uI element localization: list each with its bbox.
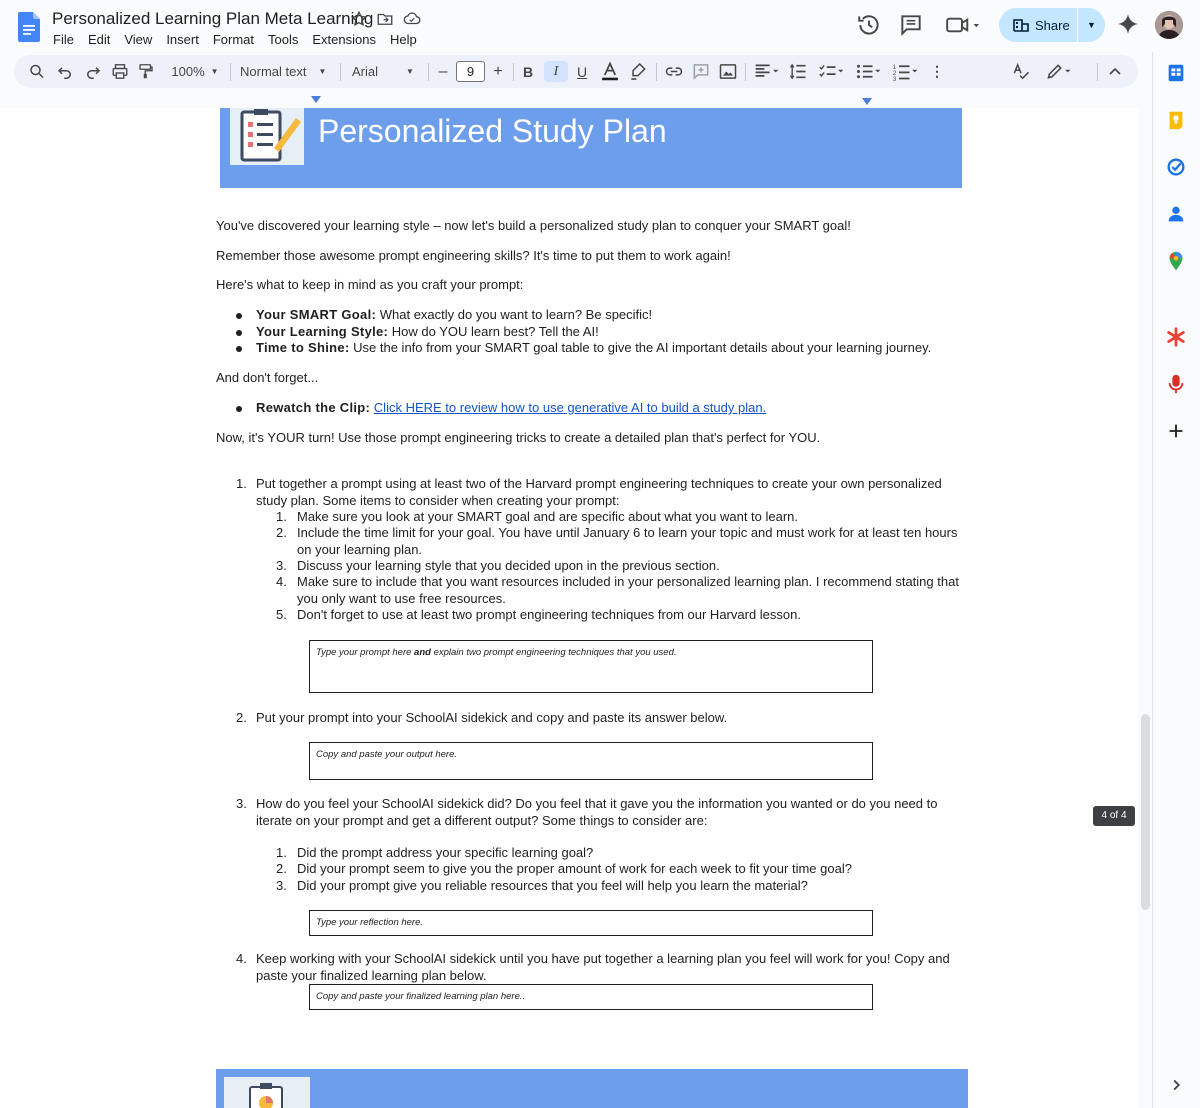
svg-text:3: 3 — [892, 76, 897, 82]
italic-icon[interactable]: I — [544, 61, 568, 82]
menu-format[interactable]: Format — [212, 32, 254, 47]
intro-paragraph-2: Remember those awesome prompt engineering skills? It's time to put them to work again! — [216, 248, 731, 263]
checklist-icon[interactable] — [817, 61, 847, 82]
redo-icon[interactable] — [84, 61, 102, 82]
undo-icon[interactable] — [56, 61, 74, 82]
toolbar-divider — [745, 63, 746, 81]
show-side-panel-chevron-icon[interactable] — [1165, 1074, 1187, 1096]
next-section-illustration — [224, 1077, 310, 1108]
menu-view[interactable]: View — [124, 32, 153, 47]
sub-step-number: 3. — [276, 558, 287, 573]
tasks-icon[interactable] — [1165, 156, 1187, 178]
sub-step-text: Discuss your learning style that you decided upon in the previous section. — [297, 558, 720, 573]
docs-logo-icon[interactable] — [18, 12, 40, 42]
list-item: Time to Shine: Use the info from your SMART goal table to give the AI important details about your learning journey. — [256, 340, 932, 355]
step-number: 3. — [236, 796, 247, 811]
version-history-icon[interactable] — [856, 12, 882, 38]
sub-step-number: 5. — [276, 607, 287, 622]
scrollbar-track[interactable] — [1139, 108, 1152, 1108]
line-spacing-icon[interactable] — [788, 61, 808, 82]
menu-edit[interactable]: Edit — [87, 32, 111, 47]
bullet-dot — [236, 346, 242, 352]
sub-step-text: Did the prompt address your specific learning goal? — [297, 845, 594, 860]
formatting-toolbar — [14, 55, 1138, 88]
numbered-list-icon[interactable] — [891, 61, 921, 82]
toolbar-divider — [1097, 63, 1098, 81]
cloud-saved-icon[interactable] — [403, 10, 421, 28]
intro-paragraph-3: Here's what to keep in mind as you craft your prompt: — [216, 277, 524, 292]
addon-microphone-icon[interactable] — [1165, 373, 1187, 395]
insert-image-icon[interactable] — [718, 61, 738, 82]
toolbar-divider — [428, 63, 429, 81]
svg-text:1: 1 — [892, 63, 897, 71]
font-select[interactable] — [352, 61, 422, 82]
intro-paragraph-1: You've discovered your learning style – now let's build a personalized study plan to conquer your SMART goal! — [216, 218, 851, 233]
reflection-answer-box[interactable]: Type your reflection here. — [309, 910, 873, 936]
sub-step-text: Include the time limit for your goal. You have until January 6 to learn your topic and must work for at least ten hours on your learning plan. — [297, 525, 958, 557]
building-icon — [1013, 18, 1029, 32]
paragraph-style-value: Normal text — [240, 64, 307, 79]
highlight-color-icon[interactable] — [628, 61, 648, 82]
list-item: Your Learning Style: How do YOU learn best? Tell the AI! — [256, 324, 599, 339]
toolbar-divider — [340, 63, 341, 81]
step-3-text: How do you feel your SchoolAI sidekick did? Do you feel that it gave you the information you wanted or do you need to iterate on your prompt and get a different output? Some things to consider are: — [256, 796, 938, 828]
sub-step-text: Make sure you look at your SMART goal and are specific about what you want to learn. — [297, 509, 799, 524]
addon-asterisk-icon[interactable] — [1165, 326, 1187, 348]
increase-font-size-icon[interactable]: + — [493, 62, 503, 80]
study-plan-illustration — [230, 108, 304, 165]
sub-step-text: Did your prompt seem to give you the proper amount of work for each week to fit your time goal? — [297, 861, 852, 876]
sub-step-number: 1. — [276, 845, 287, 860]
zoom-value: 100% — [171, 64, 205, 79]
step-number: 4. — [236, 951, 247, 966]
document-page[interactable] — [0, 108, 1138, 1108]
decrease-font-size-icon[interactable]: – — [438, 62, 448, 80]
sub-step-number: 4. — [276, 574, 287, 589]
search-menus-icon[interactable] — [28, 61, 46, 82]
keep-icon[interactable] — [1165, 109, 1187, 131]
text-color-icon[interactable] — [599, 61, 621, 82]
sub-step-number: 1. — [276, 509, 287, 524]
toolbar-divider — [230, 63, 231, 81]
print-icon[interactable] — [111, 61, 129, 82]
page-indicator: 4 of 4 — [1093, 806, 1135, 826]
step-number: 2. — [236, 710, 247, 725]
banner-title: Personalized Study Plan — [318, 113, 667, 149]
add-comment-icon[interactable] — [691, 61, 711, 82]
bullet-dot — [236, 406, 242, 412]
spellcheck-icon[interactable] — [1011, 61, 1031, 82]
toolbar-divider — [513, 63, 514, 81]
prompt-answer-box[interactable]: Type your prompt here and explain two prompt engineering techniques that you used. — [309, 640, 873, 693]
title-bar — [0, 0, 1200, 52]
underline-icon[interactable]: U — [576, 63, 588, 80]
sheets-icon[interactable] — [1165, 62, 1187, 84]
sub-step-text: Did your prompt give you reliable resources that you feel will help you learn the material? — [297, 878, 808, 893]
move-folder-icon[interactable] — [376, 10, 394, 28]
menu-file[interactable]: File — [53, 32, 74, 47]
menu-tools[interactable]: Tools — [268, 32, 299, 47]
font-size-input[interactable]: 9 — [456, 61, 485, 82]
chevron-down-icon: ▼ — [318, 67, 327, 76]
document-title[interactable]: Personalized Learning Plan Meta Learning — [52, 9, 374, 28]
toolbar-divider — [656, 63, 657, 81]
align-icon[interactable] — [752, 61, 782, 82]
editing-mode-icon[interactable] — [1044, 61, 1074, 82]
zoom-select[interactable] — [166, 61, 224, 82]
next-section-banner — [216, 1069, 968, 1108]
chevron-down-icon: ▼ — [210, 67, 219, 76]
sub-step-text: Make sure to include that you want resources included in your personalized learning plan. I recommend stating that you only want to use free resources. — [297, 574, 959, 606]
bold-icon[interactable]: B — [522, 63, 534, 80]
left-indent-marker[interactable] — [311, 96, 321, 103]
menu-bar — [46, 30, 424, 49]
dont-forget-text: And don't forget... — [216, 370, 319, 385]
chevron-up-icon[interactable] — [1105, 61, 1125, 82]
step-4-text: Keep working with your SchoolAI sidekick until you have put together a learning plan you feel will work for you! Copy and paste your finalized learning plan below. — [256, 951, 950, 983]
paragraph-style-select[interactable] — [240, 61, 330, 82]
sub-step-number: 3. — [276, 878, 287, 893]
rewatch-item: Rewatch the Clip: Click HERE to review how to use generative AI to build a study plan. — [256, 400, 767, 415]
menu-extensions[interactable]: Extensions — [312, 32, 376, 47]
paint-format-icon[interactable] — [137, 61, 155, 82]
contacts-icon[interactable] — [1165, 203, 1187, 225]
review-clip-link[interactable]: Click HERE to review how to use generative AI to build a study plan. — [373, 400, 767, 415]
share-label: Share — [1035, 17, 1070, 33]
menu-help[interactable]: Help — [389, 32, 417, 47]
right-indent-marker[interactable] — [862, 98, 872, 105]
svg-text:2: 2 — [892, 70, 897, 77]
final-plan-answer-box[interactable]: Copy and paste your finalized learning plan here.. — [309, 984, 873, 1010]
meet-icon[interactable] — [944, 12, 980, 38]
gemini-icon[interactable] — [1117, 13, 1139, 35]
menu-insert[interactable]: Insert — [166, 32, 199, 47]
header-banner — [220, 108, 962, 188]
bulleted-list-icon[interactable] — [854, 61, 884, 82]
scrollbar-thumb[interactable] — [1141, 714, 1150, 910]
chevron-down-icon: ▼ — [406, 67, 414, 76]
font-value: Arial — [352, 64, 379, 79]
share-dropdown-icon[interactable]: ▼ — [1087, 20, 1096, 30]
step-1-text: Put together a prompt using at least two of the Harvard prompt engineering techniques to create your own personalized study plan. Some items to consider when creating your prompt: — [256, 476, 942, 508]
your-turn-text: Now, it's YOUR turn! Use those prompt engineering tricks to create a detailed plan that's perfect for YOU. — [216, 430, 821, 445]
list-item: Your SMART Goal: What exactly do you want to learn? Be specific! — [256, 307, 653, 322]
bullet-dot — [236, 313, 242, 319]
star-icon[interactable] — [350, 10, 368, 28]
step-2-text: Put your prompt into your SchoolAI sidekick and copy and paste its answer below. — [256, 710, 728, 725]
more-options-icon[interactable]: ⋮ — [930, 63, 944, 79]
sub-step-text: Don't forget to use at least two prompt engineering techniques from our Harvard lesson. — [297, 607, 801, 622]
insert-link-icon[interactable] — [664, 61, 684, 82]
avatar[interactable] — [1155, 11, 1183, 39]
get-addons-plus-icon[interactable] — [1165, 420, 1187, 442]
share-main-button[interactable] — [999, 8, 1077, 42]
sub-step-number: 2. — [276, 861, 287, 876]
share-button[interactable] — [999, 8, 1105, 42]
comments-icon[interactable] — [898, 12, 924, 38]
maps-icon[interactable] — [1165, 250, 1187, 272]
bullet-dot — [236, 330, 242, 336]
output-answer-box[interactable]: Copy and paste your output here. — [309, 742, 873, 780]
step-number: 1. — [236, 476, 247, 491]
sub-step-number: 2. — [276, 525, 287, 540]
